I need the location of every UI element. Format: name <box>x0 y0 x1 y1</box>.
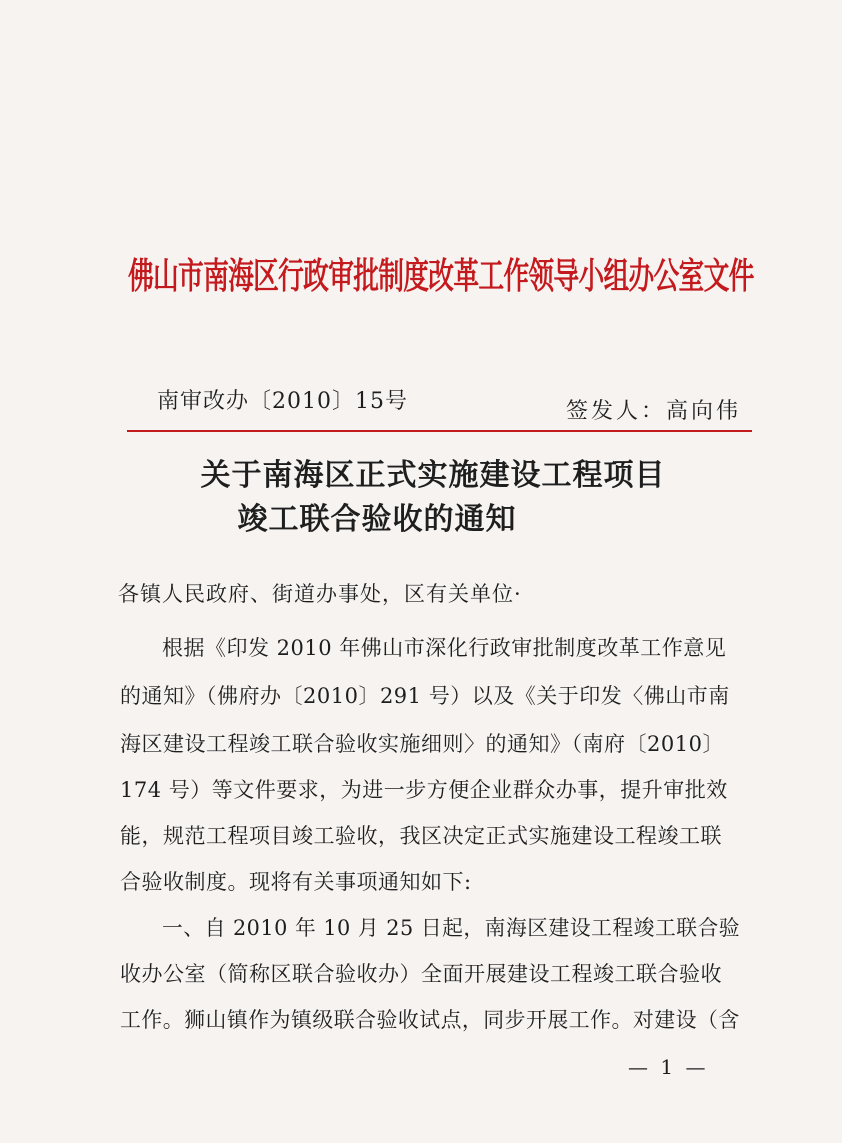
notice-title-line-1: 关于南海区正式实施建设工程项目 <box>200 458 666 493</box>
header-red-rule <box>127 430 752 432</box>
signer-row <box>566 394 741 425</box>
addressee-line: 各镇人民政府、街道办事处，区有关单位· <box>118 582 522 606</box>
body-line-3: 海区建设工程竣工联合验收实施细则〉的通知》（南府〔2010〕 <box>120 732 724 756</box>
signer-name: 高向伟 <box>666 399 742 424</box>
body-line-2: 的通知》（佛府办〔2010〕291 号）以及《关于印发〈佛山市南 <box>120 684 730 708</box>
body-line-8: 收办公室（简称区联合验收办）全面开展建设工程竣工联合验收 <box>120 962 722 986</box>
body-line-4: 174 号）等文件要求，为进一步方便企业群众办事，提升审批效 <box>120 778 728 802</box>
body-line-5: 能，规范工程项目竣工验收，我区决定正式实施建设工程竣工联 <box>120 824 722 848</box>
body-line-1: 根据《印发 2010 年佛山市深化行政审批制度改革工作意见 <box>162 636 727 660</box>
page-number: — 1 — <box>628 1055 709 1079</box>
body-line-9: 工作。狮山镇作为镇级联合验收试点，同步开展工作。对建设（含 <box>120 1008 740 1032</box>
signer-label: 签发人： <box>566 399 667 424</box>
document-number: 南审改办〔2010〕15号 <box>157 389 408 414</box>
issuer-header: 佛山市南海区行政审批制度改革工作领导小组办公室文件 <box>128 255 754 297</box>
notice-title-line-2: 竣工联合验收的通知 <box>237 502 517 537</box>
body-line-7: 一、自 2010 年 10 月 25 日起，南海区建设工程竣工联合验 <box>162 916 741 940</box>
body-line-6: 合验收制度。现将有关事项通知如下: <box>120 870 472 894</box>
